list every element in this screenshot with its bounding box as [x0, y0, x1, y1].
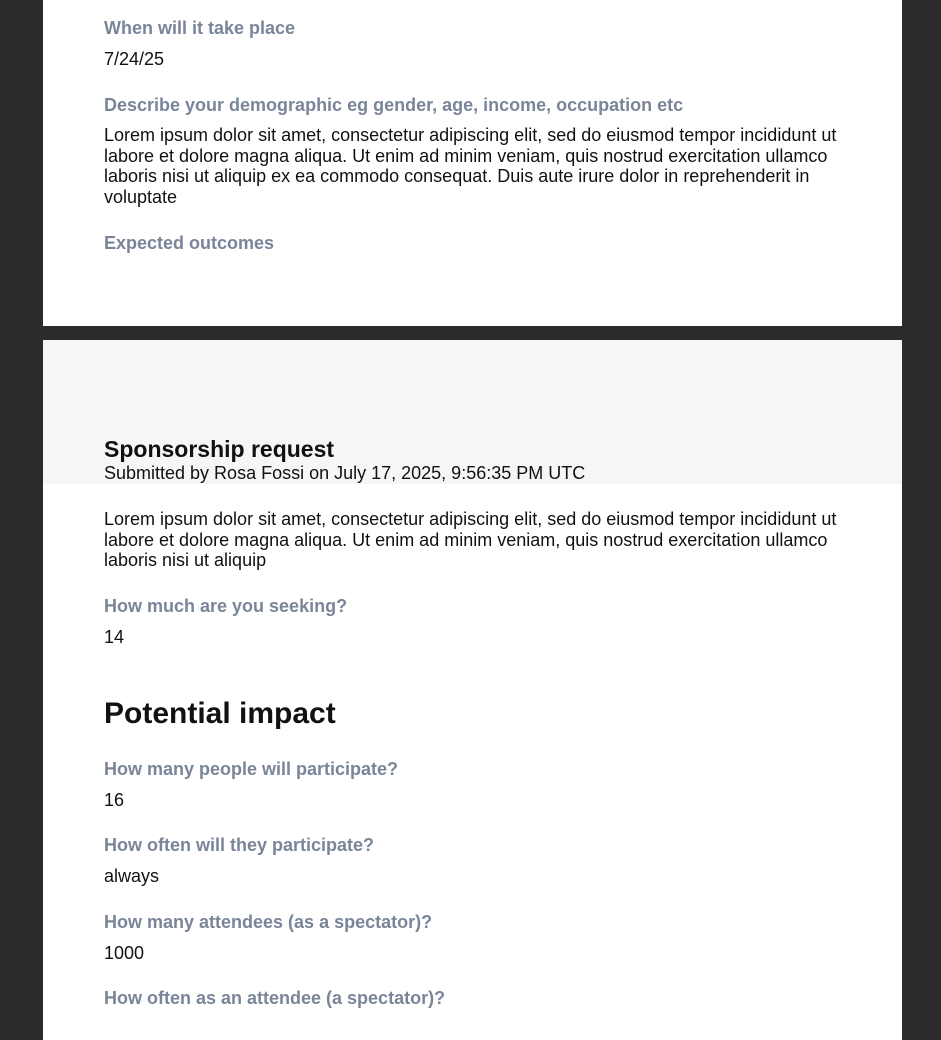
section-heading-potential-impact: Potential impact	[104, 697, 336, 730]
document-page-2	[43, 340, 902, 1040]
field-label-participants: How many people will participate?	[104, 759, 399, 779]
field-label-frequency: How often will they participate?	[104, 835, 375, 855]
field-value-frequency: always	[104, 866, 160, 886]
field-value-seeking: 14	[104, 627, 125, 647]
field-label-expected-outcomes: Expected outcomes	[104, 233, 275, 253]
request-title: Sponsorship request	[104, 436, 335, 462]
field-label-attendee-frequency: How often as an attendee (a spectator)?	[104, 988, 446, 1008]
field-value-participants: 16	[104, 790, 125, 810]
field-value-demographic: Lorem ipsum dolor sit amet, consectetur adipiscing elit, sed do eiusmod tempor incididunt ut labore et dolore magna aliqua. Ut enim ad minim veniam, quis nostrud exercitation ullamco laboris nisi ut aliquip ex ea commodo consequat. Duis aute irure dolor in reprehenderit in voluptate	[104, 125, 837, 208]
field-value-when: 7/24/25	[104, 49, 165, 69]
field-label-demographic: Describe your demographic eg gender, age, income, occupation etc	[104, 95, 684, 115]
field-value-attendees: 1000	[104, 943, 145, 963]
submitted-by: Submitted by Rosa Fossi on July 17, 2025, 9:56:35 PM UTC	[104, 463, 586, 483]
field-label-seeking: How much are you seeking?	[104, 596, 348, 616]
field-label-when: When will it take place	[104, 18, 296, 38]
document-page-1	[43, 0, 902, 326]
field-label-attendees: How many attendees (as a spectator)?	[104, 912, 433, 932]
request-description: Lorem ipsum dolor sit amet, consectetur adipiscing elit, sed do eiusmod tempor incididunt ut labore et dolore magna aliqua. Ut enim ad minim veniam, quis nostrud exercitation ullamco laboris nisi ut aliquip	[104, 509, 837, 571]
